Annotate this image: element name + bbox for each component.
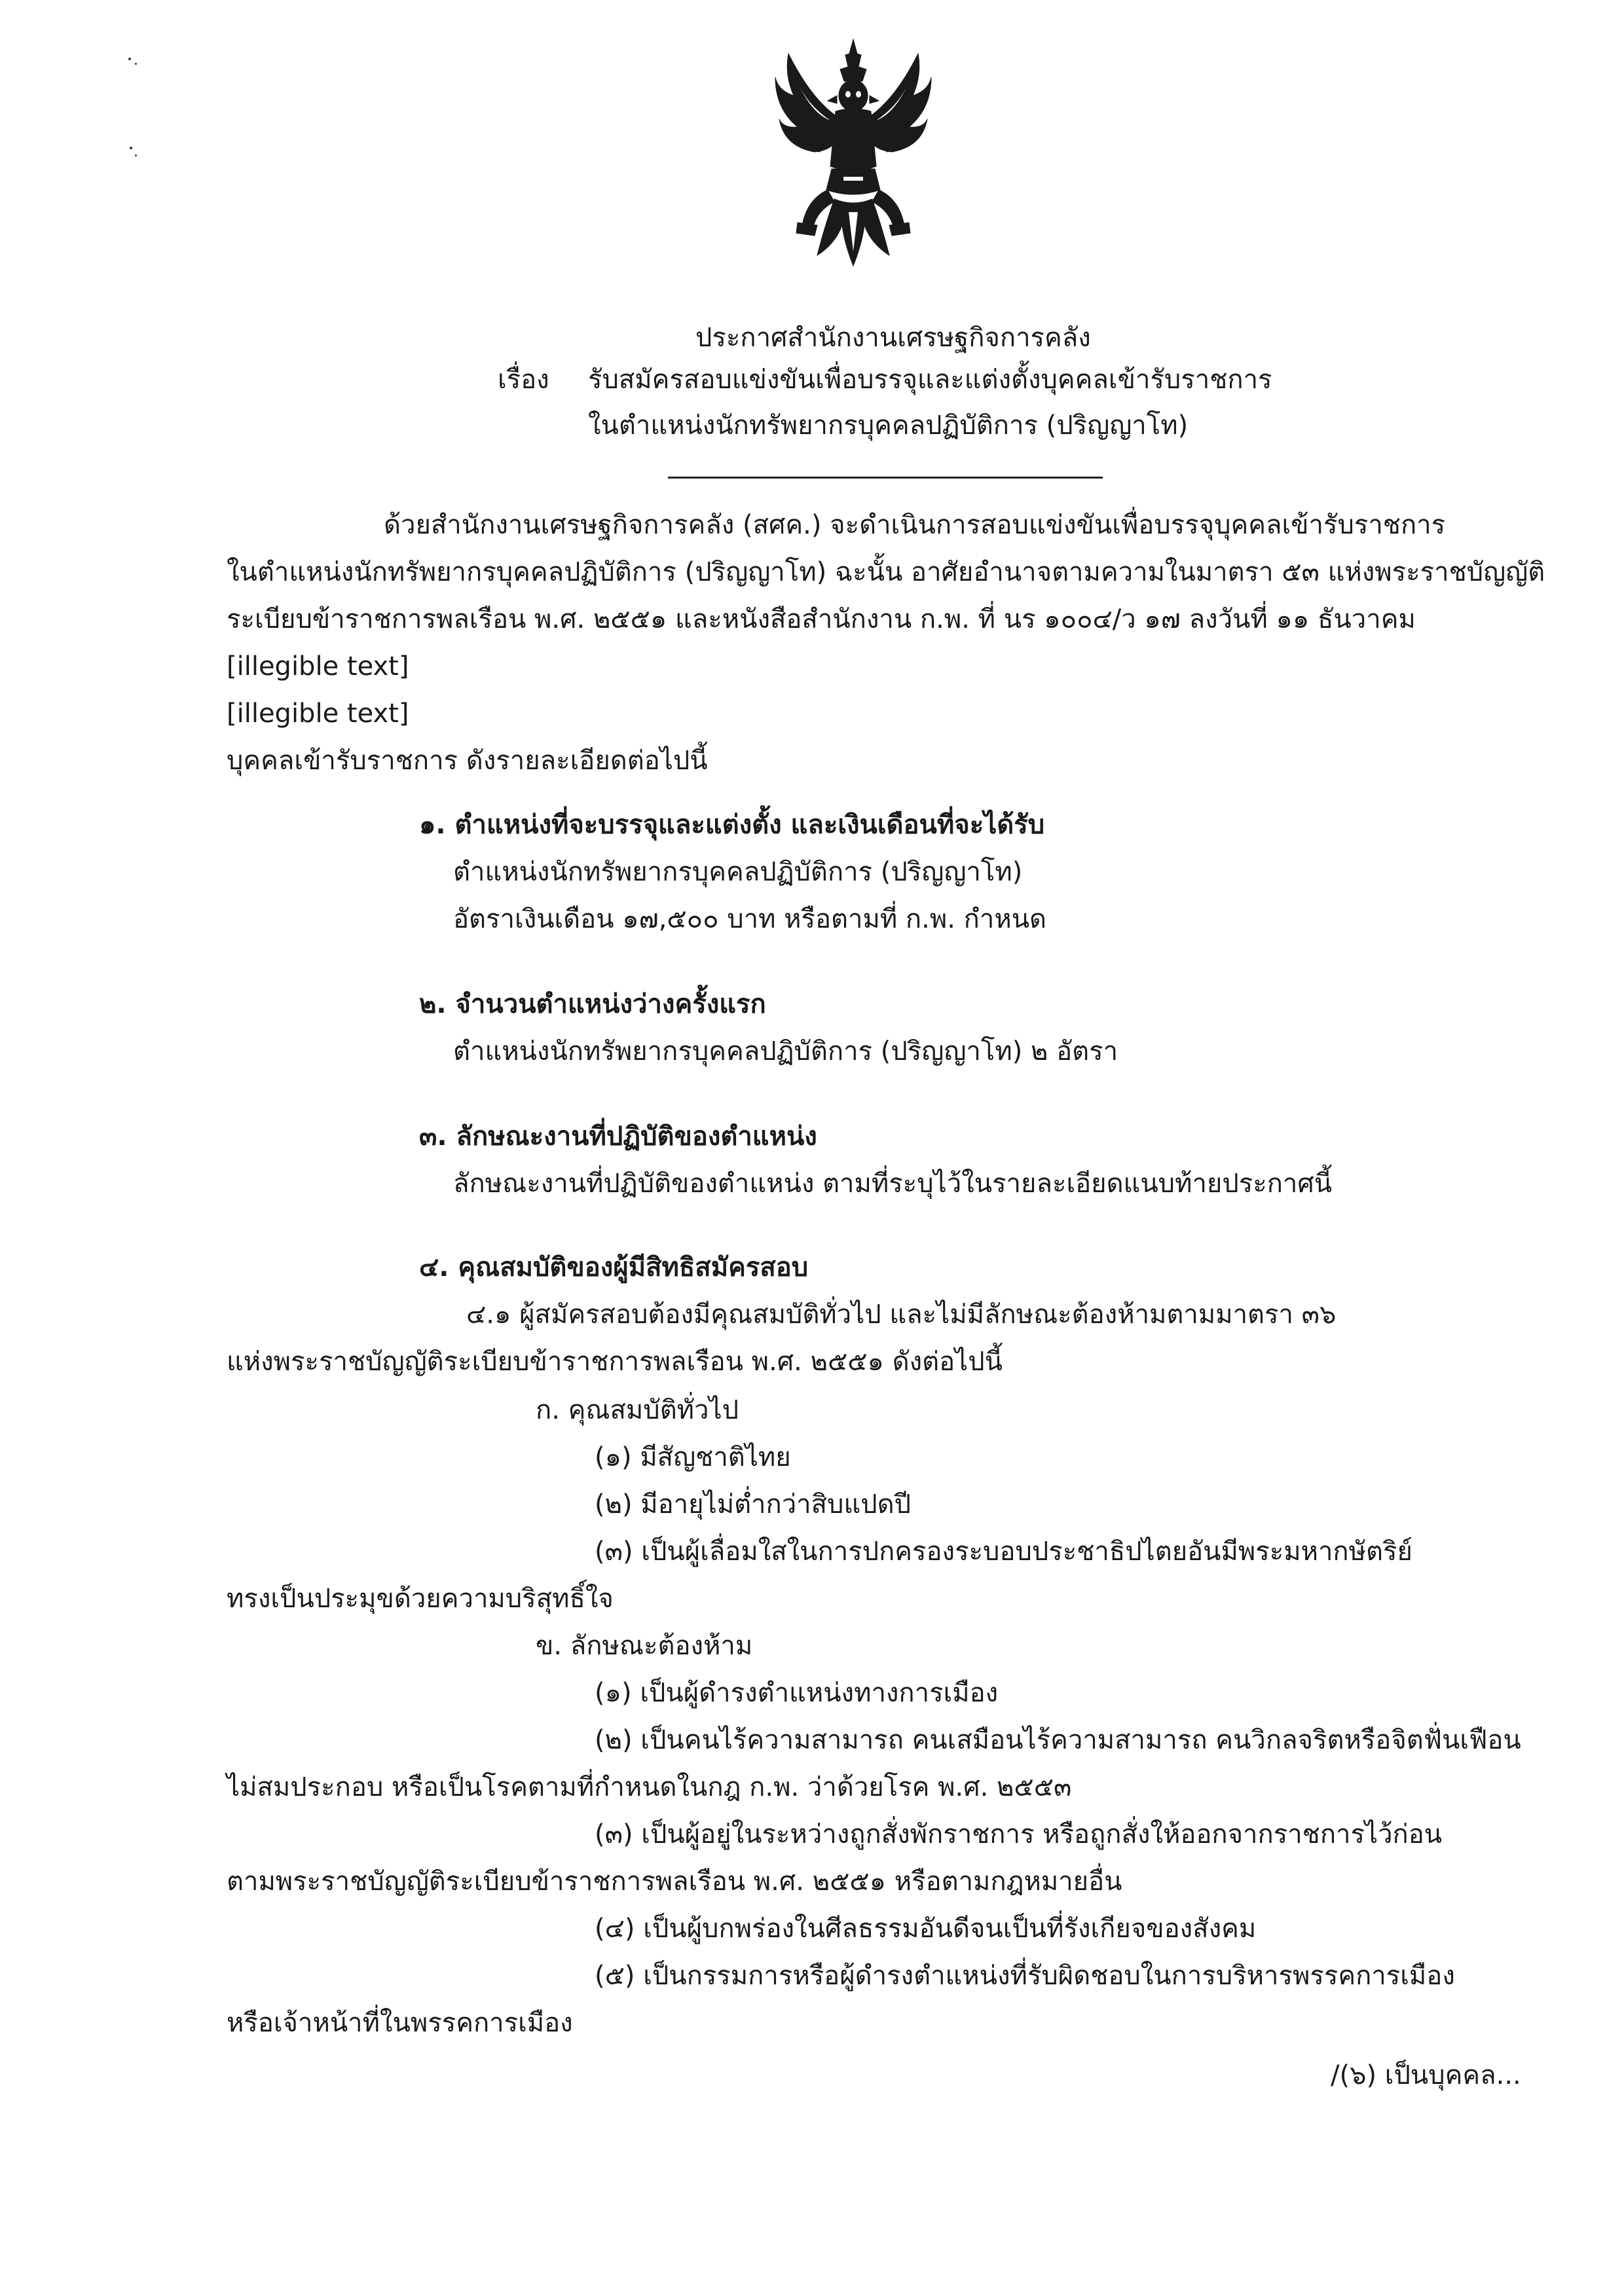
general-qualifications-label: ก. คุณสมบัติทั่วไป	[536, 1395, 739, 1425]
intro-line: ด้วยสำนักงานเศรษฐกิจการคลัง (สศค.) จะดำเนินการสอบแข่งขันเพื่อบรรจุบุคคลเข้ารับราชการ	[384, 510, 1446, 540]
scan-speck	[135, 155, 137, 156]
scan-speck	[135, 63, 137, 65]
general-item-3-line-1: (๓) เป็นผู้เลื่อมใสในการปกครองระบอบประชาธิปไตยอันมีพระมหากษัตริย์	[595, 1537, 1412, 1567]
subject-label: เรื่อง	[498, 365, 549, 395]
intro-line: [illegible text]	[227, 699, 409, 729]
intro-line: ในตำแหน่งนักทรัพยากรบุคคลปฏิบัติการ (ปริญญาโท) ฉะนั้น อาศัยอำนาจตามความในมาตรา ๕๓ แห่งพระราชบัญญัติ	[227, 557, 1545, 587]
section-2-heading: ๒. จำนวนตำแหน่งว่างครั้งแรก	[419, 989, 766, 1019]
subject-line-1: รับสมัครสอบแข่งขันเพื่อบรรจุและแต่งตั้งบุคคลเข้ารับราชการ	[588, 365, 1272, 395]
section-3-detail: ลักษณะงานที่ปฏิบัติของตำแหน่ง ตามที่ระบุไว้ในรายละเอียดแนบท้ายประกาศนี้	[453, 1169, 1333, 1199]
prohibited-item-5-line-1: (๕) เป็นกรรมการหรือผู้ดำรงตำแหน่งที่รับผิดชอบในการบริหารพรรคการเมือง	[595, 1961, 1455, 1991]
prohibited-item-3-line-2: ตามพระราชบัญญัติระเบียบข้าราชการพลเรือน พ.ศ. ๒๕๕๑ หรือตามกฎหมายอื่น	[227, 1867, 1122, 1897]
scan-speck	[130, 147, 132, 149]
section-4-1-line-2: แห่งพระราชบัญญัติระเบียบข้าราชการพลเรือน พ.ศ. ๒๕๕๑ ดังต่อไปนี้	[227, 1347, 1003, 1377]
scan-speck	[128, 58, 131, 60]
prohibited-item-5-line-2: หรือเจ้าหน้าที่ในพรรคการเมือง	[227, 2008, 573, 2038]
section-1-salary: อัตราเงินเดือน ๑๗,๕๐๐ บาท หรือตามที่ ก.พ. กำหนด	[453, 904, 1047, 934]
prohibited-item-1: (๑) เป็นผู้ดำรงตำแหน่งทางการเมือง	[595, 1678, 999, 1708]
prohibited-label: ข. ลักษณะต้องห้าม	[536, 1631, 753, 1661]
garuda-emblem-icon	[771, 35, 935, 271]
section-2-detail: ตำแหน่งนักทรัพยากรบุคคลปฏิบัติการ (ปริญญาโท) ๒ อัตรา	[453, 1036, 1118, 1066]
section-4-heading: ๔. คุณสมบัติของผู้มีสิทธิสมัครสอบ	[419, 1252, 809, 1283]
section-1-position: ตำแหน่งนักทรัพยากรบุคคลปฏิบัติการ (ปริญญาโท)	[453, 857, 1023, 887]
section-3-heading: ๓. ลักษณะงานที่ปฏิบัติของตำแหน่ง	[419, 1121, 817, 1152]
announcement-issuer: ประกาศสำนักงานเศรษฐกิจการคลัง	[695, 323, 1091, 353]
prohibited-item-2-line-2: ไม่สมประกอบ หรือเป็นโรคตามที่กำหนดในกฎ ก.พ. ว่าด้วยโรค พ.ศ. ๒๕๕๓	[227, 1772, 1072, 1802]
general-item-2: (๒) มีอายุไม่ต่ำกว่าสิบแปดปี	[595, 1489, 911, 1520]
page-continuation: /(๖) เป็นบุคคล...	[1331, 2060, 1521, 2090]
intro-line: บุคคลเข้ารับราชการ ดังรายละเอียดต่อไปนี้	[227, 746, 708, 776]
prohibited-item-2-line-1: (๒) เป็นคนไร้ความสามารถ คนเสมือนไร้ความสามารถ คนวิกลจริตหรือจิตฟั่นเฟือน	[595, 1725, 1521, 1755]
subject-line-2: ในตำแหน่งนักทรัพยากรบุคคลปฏิบัติการ (ปริญญาโท)	[588, 410, 1189, 441]
header-divider	[668, 477, 1103, 479]
prohibited-item-4: (๔) เป็นผู้บกพร่องในศีลธรรมอันดีจนเป็นที่รังเกียจของสังคม	[595, 1914, 1257, 1944]
intro-line: [illegible text]	[227, 651, 409, 682]
intro-line: ระเบียบข้าราชการพลเรือน พ.ศ. ๒๕๕๑ และหนังสือสำนักงาน ก.พ. ที่ นร ๑๐๐๔/ว ๑๗ ลงวันที่ ๑๑ ธันวาคม	[227, 604, 1416, 634]
general-item-1: (๑) มีสัญชาติไทย	[595, 1442, 791, 1472]
section-1-heading: ๑. ตำแหน่งที่จะบรรจุและแต่งตั้ง และเงินเดือนที่จะได้รับ	[419, 810, 1045, 840]
prohibited-item-3-line-1: (๓) เป็นผู้อยู่ในระหว่างถูกสั่งพักราชการ หรือถูกสั่งให้ออกจากราชการไว้ก่อน	[595, 1819, 1443, 1850]
section-4-1-line-1: ๔.๑ ผู้สมัครสอบต้องมีคุณสมบัติทั่วไป และไม่มีลักษณะต้องห้ามตามมาตรา ๓๖	[466, 1300, 1337, 1330]
general-item-3-line-2: ทรงเป็นประมุขด้วยความบริสุทธิ์ใจ	[227, 1584, 614, 1614]
